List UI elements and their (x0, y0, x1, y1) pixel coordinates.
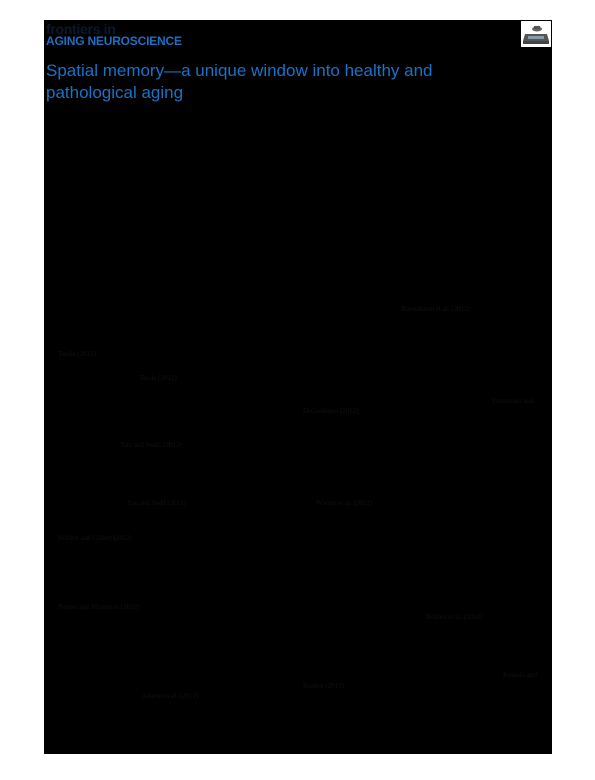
citation-bohbot-1[interactable]: Bohbot et al. (2012) (426, 613, 483, 621)
journal-name-line1: frontiers in (46, 21, 116, 37)
citation-degirolamo[interactable]: DeGirolamo (2012) (303, 407, 359, 415)
article-title: Spatial memory—a unique window into healthy and pathological aging (46, 61, 433, 102)
frontiers-logo-icon (520, 20, 552, 48)
citation-rosenbaum[interactable]: Rosenbaum et al. (2012) (401, 305, 470, 313)
citation-holden-gilbert[interactable]: Holden and Gilbert (2012) (58, 534, 133, 542)
article-page (44, 20, 552, 754)
citation-yamamoto[interactable]: Yamamoto and (491, 397, 534, 405)
citation-wiener[interactable]: Wiener et al. (2012) (316, 499, 373, 507)
citation-penner-mizumori[interactable]: Penner and Mizumori (2012) (58, 603, 140, 611)
citation-tanila-2[interactable]: Tanila (2012) (139, 374, 177, 382)
citation-bohbot-2[interactable]: Bohbot (2013) (303, 682, 345, 690)
citation-konishi[interactable]: Konishi and (503, 671, 538, 679)
citation-tanila-1[interactable]: Tanila (2012) (58, 350, 96, 358)
citation-yau-sedd-2[interactable]: Yau and Sedd (2012) (127, 499, 186, 507)
journal-name-line2: AGING NEUROSCIENCE (46, 34, 182, 48)
citation-adamo[interactable]: Adamo et al. (2012) (142, 692, 199, 700)
citation-yau-sedd-1[interactable]: Yau and Sedd. (2012) (121, 441, 182, 449)
